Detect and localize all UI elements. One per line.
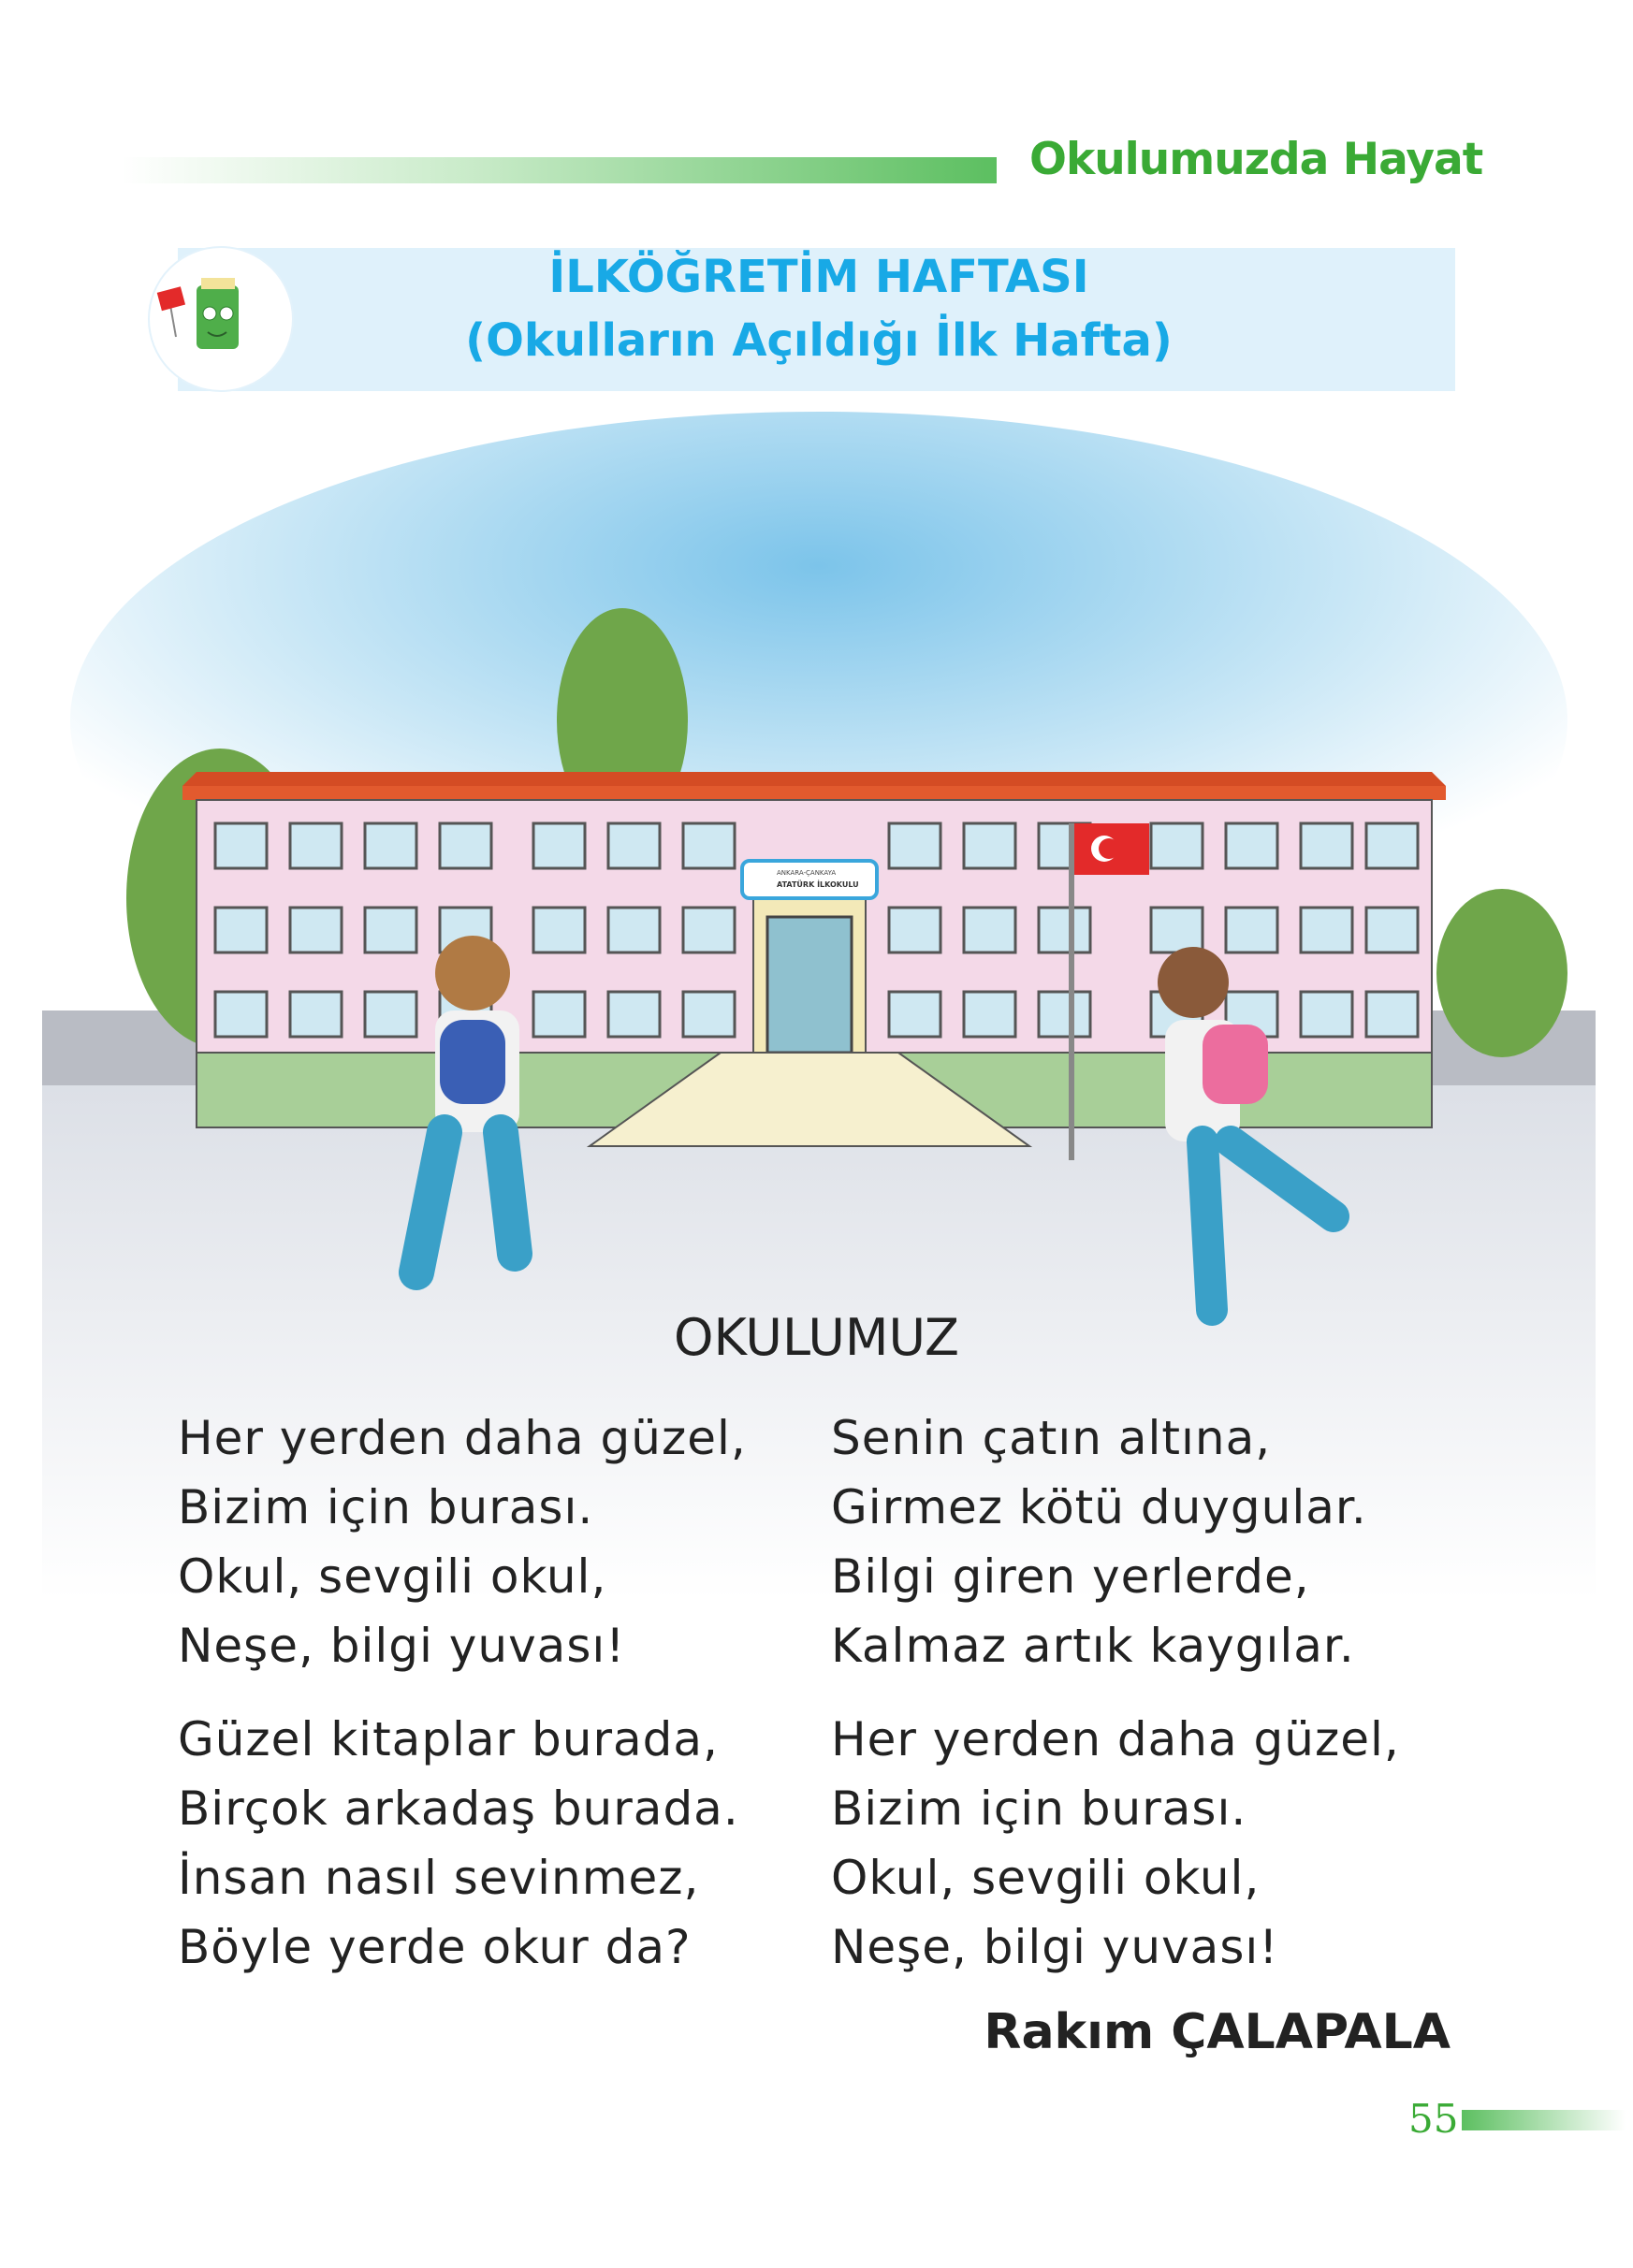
window — [365, 823, 416, 868]
poem-left-column — [178, 1403, 747, 2006]
poem-line: Böyle yerde okur da? — [178, 1920, 692, 1974]
window — [608, 992, 660, 1037]
window — [1151, 823, 1203, 868]
window — [964, 908, 1015, 952]
poem-title: OKULUMUZ — [673, 1308, 960, 1367]
poem-line: Neşe, bilgi yuvası! — [831, 1920, 1279, 1974]
school-sign — [742, 861, 877, 898]
window — [215, 908, 267, 952]
window — [533, 823, 585, 868]
poem-line: Okul, sevgili okul, — [831, 1851, 1261, 1905]
window — [1226, 823, 1277, 868]
window — [215, 992, 267, 1037]
poem-line: Bizim için burası. — [178, 1480, 594, 1534]
window — [608, 908, 660, 952]
poem-line: Neşe, bilgi yuvası! — [178, 1619, 626, 1673]
window — [1151, 908, 1203, 952]
window — [683, 823, 735, 868]
footer-gradient-bar — [1462, 2110, 1626, 2130]
poem-line: Senin çatın altına, — [831, 1411, 1272, 1465]
window — [889, 908, 940, 952]
header-gradient-bar — [122, 157, 997, 183]
window — [290, 823, 342, 868]
stanza — [831, 1403, 1400, 1680]
banner-title: İLKÖĞRETİM HAFTASI — [548, 251, 1089, 303]
window — [889, 823, 940, 868]
window — [889, 992, 940, 1037]
poem-line: Okul, sevgili okul, — [178, 1549, 607, 1604]
banner-subtitle: (Okulların Açıldığı İlk Hafta) — [465, 314, 1173, 367]
stanza — [831, 1705, 1400, 1982]
window — [1301, 908, 1352, 952]
poem-line: İnsan nasıl sevinmez, — [178, 1851, 700, 1905]
page-number: 55 — [1408, 2096, 1459, 2142]
poem-line: Her yerden daha güzel, — [178, 1411, 747, 1465]
window — [533, 908, 585, 952]
unit-title: Okulumuzda Hayat — [1029, 134, 1483, 185]
window — [1301, 992, 1352, 1037]
poem-line: Güzel kitaplar burada, — [178, 1712, 719, 1766]
poem-line: Her yerden daha güzel, — [831, 1712, 1400, 1766]
poem-line: Bilgi giren yerlerde, — [831, 1549, 1310, 1604]
book-mascot-icon — [150, 248, 292, 390]
window — [683, 992, 735, 1037]
window — [683, 908, 735, 952]
poem-line: Kalmaz artık kaygılar. — [831, 1619, 1355, 1673]
window — [608, 823, 660, 868]
poem-author: Rakım ÇALAPALA — [984, 2004, 1451, 2060]
window — [1366, 823, 1418, 868]
sign-city: ANKARA-ÇANKAYA — [777, 869, 837, 877]
poem-line: Birçok arkadaş burada. — [178, 1781, 739, 1836]
window — [290, 992, 342, 1037]
window — [215, 823, 267, 868]
sign-school: ATATÜRK İLKOKULU — [777, 880, 859, 889]
stanza — [178, 1403, 747, 1680]
window — [290, 908, 342, 952]
window — [1366, 908, 1418, 952]
window — [440, 823, 491, 868]
window — [964, 992, 1015, 1037]
window — [365, 908, 416, 952]
stanza — [178, 1705, 747, 1982]
window — [964, 823, 1015, 868]
poem-line: Bizim için burası. — [831, 1781, 1247, 1836]
poem-right-column — [831, 1403, 1400, 2006]
poem-line: Girmez kötü duygular. — [831, 1480, 1367, 1534]
window — [365, 992, 416, 1037]
window — [533, 992, 585, 1037]
window — [1039, 992, 1090, 1037]
window — [1366, 992, 1418, 1037]
window — [1301, 823, 1352, 868]
window — [1226, 908, 1277, 952]
window — [1039, 908, 1090, 952]
mascot-badge — [148, 246, 294, 392]
